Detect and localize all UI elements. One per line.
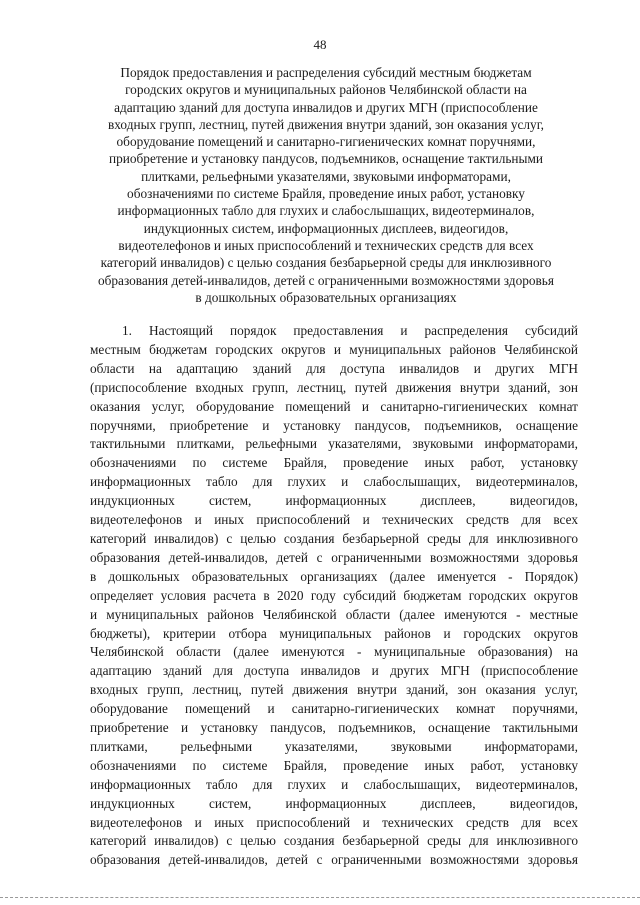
body-line: бюджеты), критерии отбора муниципальных районов и городских округов — [90, 625, 578, 641]
heading-line: обозначениями по системе Брайля, проведение иных работ, установку — [127, 186, 525, 202]
body-line: информационных табло для глухих и слабослышащих, видеотерминалов, — [90, 474, 578, 490]
heading-line: в дошкольных образовательных организациях — [195, 289, 457, 305]
body-line: (приспособление входных групп, лестниц, путей движения внутри зданий, зон — [90, 379, 578, 395]
body-line: в дошкольных образовательных организациях (далее именуется - Порядок) — [90, 568, 578, 584]
body-line: поручнями, приобретение и установку пандусов, подъемников, оснащение — [90, 417, 578, 433]
heading-line: категорий инвалидов) с целью создания безбарьерной среды для инклюзивного — [100, 255, 552, 271]
body-line: образования детей-инвалидов, детей с ограниченными возможностями здоровья — [90, 852, 578, 868]
heading-line: плитками, рельефными указателями, звуковыми информаторами, — [141, 168, 511, 184]
body-line: входных групп, лестниц, путей движения внутри зданий, зон оказания услуг, — [90, 682, 578, 698]
heading-line: адаптацию зданий для доступа инвалидов и других МГН (приспособление — [114, 99, 538, 115]
body-line: приобретение и установку пандусов, подъемников, оснащение тактильными — [90, 720, 578, 736]
body-paragraph — [90, 322, 578, 870]
body-line: обозначениями по системе Брайля, проведение иных работ, установку — [90, 757, 578, 773]
body-line: видеотелефонов и иных приспособлений и технических средств для всех — [90, 512, 578, 528]
body-line: местным бюджетам городских округов и муниципальных районов Челябинской — [90, 341, 578, 357]
heading-line: оборудование помещений и санитарно-гигиенических комнат поручнями, — [116, 134, 536, 150]
heading-line: индукционных систем, информационных дисплеев, видеогидов, — [143, 220, 509, 236]
body-line: адаптацию зданий для доступа инвалидов и других МГН (приспособление — [90, 663, 578, 679]
body-line: определяет условия расчета в 2020 году субсидий бюджетам городских округов — [90, 587, 578, 603]
page-number: 48 — [313, 37, 327, 52]
heading-line: Порядок предоставления и распределения субсидий местным бюджетам — [120, 65, 532, 80]
body-line: индукционных систем, информационных дисплеев, видеогидов, — [90, 493, 578, 509]
heading-line: информационных табло для глухих и слабослышащих, видеотерминалов, — [117, 203, 535, 219]
body-line: оборудование помещений и санитарно-гигиенических комнат поручнями, — [90, 701, 578, 717]
body-line: категорий инвалидов) с целью создания безбарьерной среды для инклюзивного — [90, 530, 578, 546]
body-line: тактильными плитками, рельефными указателями, звуковыми информаторами, — [90, 436, 578, 452]
body-line: оказания услуг, оборудование помещений и санитарно-гигиенических комнат — [90, 398, 578, 414]
body-line: информационных табло для глухих и слабослышащих, видеотерминалов, — [90, 776, 578, 792]
heading-line: городских округов и муниципальных районов Челябинской области на — [125, 82, 527, 98]
body-line: Челябинской области (далее именуются - муниципальные образования) на — [90, 644, 578, 660]
body-line: плитками, рельефными указателями, звуковыми информаторами, — [90, 738, 578, 754]
body-line: 1. Настоящий порядок предоставления и распределения субсидий — [122, 323, 578, 338]
heading-line: входных групп, лестниц, путей движения внутри зданий, зон оказания услуг, — [108, 116, 544, 132]
body-line: обозначениями по системе Брайля, проведение иных работ, установку — [90, 455, 578, 471]
heading-line: приобретение и установку пандусов, подъемников, оснащение тактильными — [109, 151, 543, 167]
heading-line: видеотелефонов и иных приспособлений и технических средств для всех — [118, 237, 534, 253]
page-bottom-rule — [0, 897, 640, 899]
body-line: категорий инвалидов) с целью создания безбарьерной среды для инклюзивного — [90, 833, 578, 849]
body-line: индукционных систем, информационных дисплеев, видеогидов, — [90, 795, 578, 811]
body-line: образования детей-инвалидов, детей с ограниченными возможностями здоровья — [90, 549, 578, 565]
document-heading — [76, 64, 576, 306]
body-line: области на адаптацию зданий для доступа инвалидов и других МГН — [90, 360, 578, 376]
body-line: видеотелефонов и иных приспособлений и технических средств для всех — [90, 814, 578, 830]
heading-line: образования детей-инвалидов, детей с ограниченными возможностями здоровья — [98, 272, 554, 288]
body-line: и муниципальных районов Челябинской области (далее именуются - местные — [90, 606, 578, 622]
